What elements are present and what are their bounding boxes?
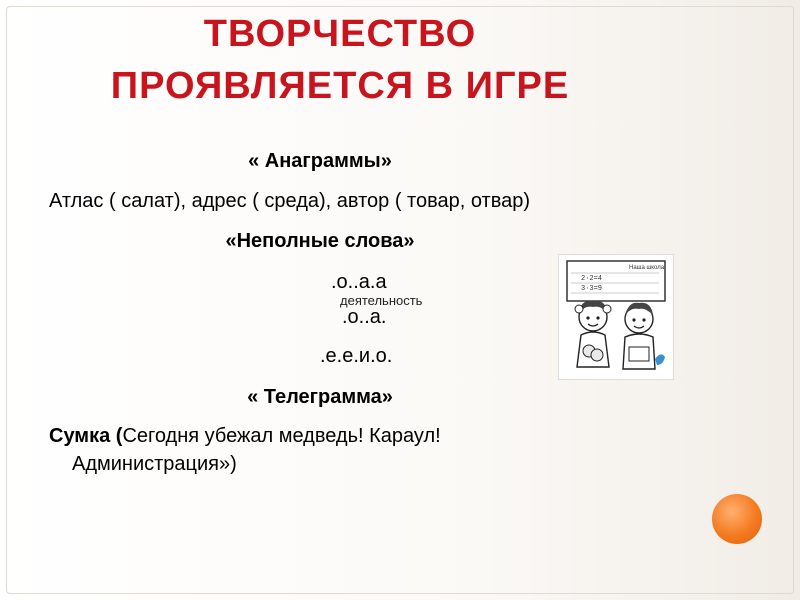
telegram-line-1 <box>49 425 441 448</box>
small-word-overlay: деятельность <box>340 293 423 308</box>
anagrams-heading: « Анаграммы» <box>248 150 392 172</box>
telegram-label: Сумка ( <box>49 425 123 447</box>
incomplete-words-heading: «Неполные слова» <box>225 230 415 252</box>
telegram-text-1: Сегодня убежал медведь! Караул! <box>122 425 441 447</box>
board-text-1: Наша школа <box>629 265 665 271</box>
title-line-1: ТВОРЧЕСТВО <box>203 13 477 55</box>
kids-drawing <box>559 255 673 379</box>
word-pattern-1: .о..а.а <box>331 271 387 293</box>
board-text-3: 3·3=9 <box>581 285 603 293</box>
anagrams-text: Атлас ( салат), адрес ( среда), автор ( товар, отвар) <box>49 190 531 212</box>
telegram-line-2: Администрация») <box>72 453 237 475</box>
telegram-heading: « Телеграмма» <box>247 386 393 408</box>
word-pattern-3: .е.е.и.о. <box>320 345 393 367</box>
orange-circle-decoration <box>712 494 762 544</box>
title-line-2: ПРОЯВЛЯЕТСЯ В ИГРЕ <box>110 65 570 107</box>
kids-illustration <box>558 254 674 380</box>
board-text-2: 2·2=4 <box>581 275 603 283</box>
word-pattern-2: .о..а. <box>342 306 387 328</box>
